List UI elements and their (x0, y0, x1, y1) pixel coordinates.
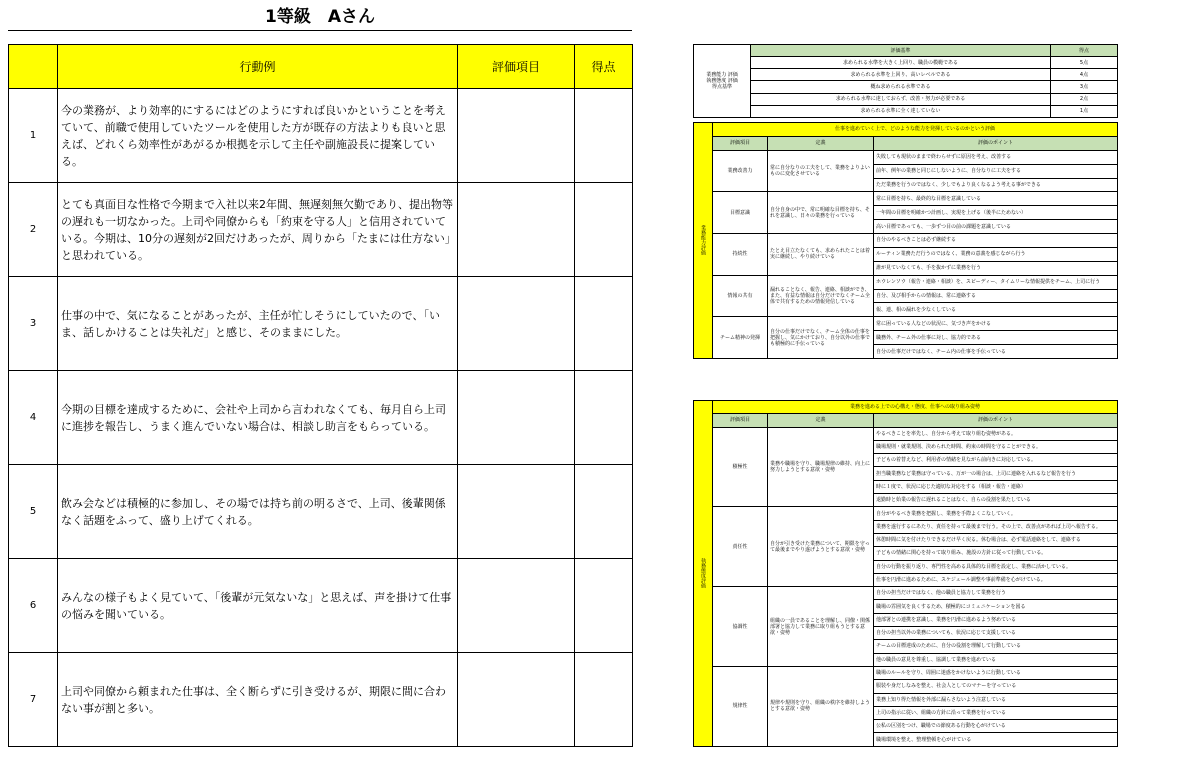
criteria-point: 自分の担当以外の業務についても、状況に応じて支援している (874, 627, 1118, 640)
performance-evaluation-table (693, 122, 1118, 359)
scale-criterion: 求められる水準に全く達していない (751, 105, 1051, 117)
behavior-text: 飲み会などは積極的に参加し、その場では持ち前の明るさで、上司、後輩関係なく話題をふって、盛り上げてくれる。 (58, 465, 458, 559)
criteria-point: 職場環境を整え、整理整頓を心がけている (874, 733, 1118, 747)
scale-points: 3点 (1051, 81, 1118, 93)
criteria-point: 職務外、チーム外の仕事に対し、協力的である (874, 331, 1118, 345)
criteria-definition: 漏れることなく、報告、連絡、相談ができ、また、有益な情報は自分だけでなくチーム全体で共有するための情報発信している (768, 275, 874, 317)
criteria-row (694, 192, 1118, 206)
criteria-point: 常に困っている人などの状況に、気づき声をかける (874, 317, 1118, 331)
scale-row (694, 105, 1118, 117)
criteria-row (694, 150, 1118, 164)
criteria-row (694, 666, 1118, 679)
scale-header-row (694, 45, 1118, 57)
criteria-definition: 自分自身の中で、常に明確な目標を持ち、それを意識し、日々の業務を行っている (768, 192, 874, 234)
scale-criterion: 求められる水準を上回り、高いレベルである (751, 69, 1051, 81)
row-number: 1 (9, 89, 58, 183)
criteria-point: 報、連、相の漏れを少なくしている (874, 303, 1118, 317)
attitude-evaluation-table (693, 400, 1118, 747)
evaluation-item-cell[interactable] (458, 183, 575, 277)
scale-points: 5点 (1051, 57, 1118, 69)
criteria-point: 他部署との連携を意識し、業務を円滑に進めるよう努めている (874, 613, 1118, 626)
attit-header-item: 評価項目 (713, 414, 768, 427)
header-evaluation-item: 評価項目 (458, 45, 575, 89)
criteria-row (694, 275, 1118, 289)
attit-title: 業務を進める上での心構え・態度、仕事への取り組み姿勢 (713, 401, 1118, 414)
attit-header-point: 評価のポイント (874, 414, 1118, 427)
criteria-point: チームの目標達成のために、自分の役割を理解して行動している (874, 640, 1118, 653)
criteria-point: 他の職員の意見を尊重し、協調して業務を進めている (874, 653, 1118, 666)
criteria-row (694, 427, 1118, 440)
scale-score-head: 得点 (1051, 45, 1118, 57)
criteria-point: ただ業務を行うのではなく、少しでもより良くなるよう考える事ができる (874, 178, 1118, 192)
row-number: 2 (9, 183, 58, 277)
table-row (9, 89, 633, 183)
criteria-row (694, 587, 1118, 600)
criteria-category: チーム精神の発揮 (713, 317, 768, 359)
perf-side-text: 業務能力評価 (700, 224, 706, 255)
row-number: 3 (9, 277, 58, 371)
scale-col-head: 評価基準 (751, 45, 1051, 57)
evaluation-item-cell[interactable] (458, 89, 575, 183)
criteria-row (694, 234, 1118, 248)
score-cell[interactable] (575, 559, 633, 653)
behavior-text: 今期の目標を達成するために、会社や上司から言われなくても、毎月自ら上司に進捗を報告し、うまく進んでいない場合は、相談し助言をもらっている。 (58, 371, 458, 465)
criteria-category: 積極性 (713, 427, 768, 507)
behavior-text: 今の業務が、より効率的にするにはどのようにすれば良いかということを考えていて、前職で使用していたツールを使用した方が既存の方法よりも良いと思えば、どれくら効率性があがるか根拠を示して主任や副施設長に提案している。 (58, 89, 458, 183)
attit-side-label (694, 401, 713, 747)
behavior-text: 上司や同僚から頼まれた仕事は、全く断らずに引き受けるが、期限に間に合わない事が割と多い。 (58, 653, 458, 747)
behavior-text: 仕事の中で、気になることがあったが、主任が忙しそうにしていたので、「いま、話しかけることは失礼だ」と感じ、そのままにした。 (58, 277, 458, 371)
perf-title-row (694, 123, 1118, 137)
criteria-point: 上司の指示に従い、組織の方針に沿って業務を行っている (874, 706, 1118, 719)
perf-header-item: 評価項目 (713, 136, 768, 150)
scale-row (694, 69, 1118, 81)
table-header (9, 45, 633, 89)
behavior-text: とても真面目な性格で今期まで入社以来2年間、無遅刻無欠勤であり、提出物等の遅れも一切なかった。上司や同僚からも「約束を守る人」と信用されていている。今期は、10分の遅刻が2回だけあったが、周りから「たまには仕方ない」と思われている。 (58, 183, 458, 277)
criteria-definition: 自分の仕事だけでなく、チーム全体の仕事を把握し、気にかけており、自分以外の仕事でも積極的に手伝っている (768, 317, 874, 359)
evaluation-item-cell[interactable] (458, 465, 575, 559)
criteria-definition: 規律や規則を守り、組織の秩序を維持しようとする意欲・姿勢 (768, 666, 874, 746)
row-number: 4 (9, 371, 58, 465)
criteria-point: 職場の雰囲気を良くするため、積極的にコミュニケーションを図る (874, 600, 1118, 613)
criteria-point: 退勤時と始業の報告に遅れることはなく、自らの役割を果たしている (874, 494, 1118, 507)
criteria-point: 仕事を円滑に進めるために、スケジュール調整や事前準備を心がけている。 (874, 573, 1118, 586)
table-row (9, 371, 633, 465)
row-number: 6 (9, 559, 58, 653)
scale-row (694, 81, 1118, 93)
score-cell[interactable] (575, 89, 633, 183)
scale-points: 2点 (1051, 93, 1118, 105)
evaluation-item-cell[interactable] (458, 277, 575, 371)
criteria-point: 公私の区別をつけ、職場での節度ある行動を心がけている (874, 720, 1118, 733)
scale-points: 4点 (1051, 69, 1118, 81)
criteria-definition: たとえ目立たなくても、求められたことは着実に継続し、やり続けている (768, 234, 874, 276)
criteria-definition: 業務や職場を守り、職場規律の維持、向上に努力しようとする意欲・姿勢 (768, 427, 874, 507)
scale-criterion: 概ね求められる水準である (751, 81, 1051, 93)
criteria-category: 持続性 (713, 234, 768, 276)
criteria-definition: 常に自分なりの工夫をして、業務をよりよいものに変化させている (768, 150, 874, 192)
score-cell[interactable] (575, 183, 633, 277)
scale-row (694, 93, 1118, 105)
header-score: 得点 (575, 45, 633, 89)
perf-title: 仕事を進めていく上で、どのような能力を発揮しているのかという評価 (713, 123, 1118, 137)
criteria-category: 規律性 (713, 666, 768, 746)
criteria-point: 常に目標を持ち、最終的な目標を意識している (874, 192, 1118, 206)
criteria-point: 自分の行動を振り返り、専門性を高める具体的な目標を設定し、業務に活かしている。 (874, 560, 1118, 573)
criteria-point: 休憩時間に気を付けたりできるだけ早く戻る。休む場合は、必ず電話連絡をして、連絡する (874, 533, 1118, 546)
criteria-point: 担当職業務など業務は守っている、万が一の場合は、上司に連絡を入れるなど報告を行う (874, 467, 1118, 480)
behavior-text: みんなの様子もよく見ていて、「後輩が元気ないな」と思えば、声を掛けて仕事の悩みを聞いている。 (58, 559, 458, 653)
criteria-category: 協調性 (713, 587, 768, 667)
criteria-row (694, 317, 1118, 331)
scoring-criteria-table (693, 44, 1118, 118)
evaluation-item-cell[interactable] (458, 653, 575, 747)
criteria-point: ホウレンソウ（報告・連絡・相談）を、スピーディー、タイムリーな情報提供をチーム、上司に行う (874, 275, 1118, 289)
criteria-point: 誰が見ていなくても、手を抜かずに業務を行う (874, 261, 1118, 275)
attit-title-row (694, 401, 1118, 414)
perf-header-row (694, 136, 1118, 150)
criteria-category: 業務改善力 (713, 150, 768, 192)
criteria-point: 業務上知り得た情報を外部に漏らさないよう注意している (874, 693, 1118, 706)
criteria-row (694, 507, 1118, 520)
page-title: 1等級 Aさん (8, 4, 632, 31)
criteria-point: 業務を遂行するにあたり、責任を持って最後まで行う。その上で、改善点があれば上司へ報告する。 (874, 520, 1118, 533)
attit-header-row (694, 414, 1118, 427)
row-number: 7 (9, 653, 58, 747)
perf-side-label (694, 123, 713, 359)
criteria-category: 目標意識 (713, 192, 768, 234)
table-row (9, 559, 633, 653)
attit-header-def: 定義 (768, 414, 874, 427)
criteria-point: 高い目標であっても、一歩ずつ目の前の課題を意識している (874, 220, 1118, 234)
criteria-point: 自分、及び相手からの情報は、常に連絡する (874, 289, 1118, 303)
table-row (9, 183, 633, 277)
criteria-point: 自分のやるべきことは必ず継続する (874, 234, 1118, 248)
scale-label: 業務能力 評価 執務態度 評価 得点基準 (694, 45, 751, 118)
criteria-point: 自分がやるべき業務を把握し、業務を手際よくこなしていく。 (874, 507, 1118, 520)
criteria-point: やるべきことを率先し、自分から考えて取り組む姿勢がある。 (874, 427, 1118, 440)
evaluation-item-cell[interactable] (458, 371, 575, 465)
criteria-point: 職場のルールを守り、周囲に迷惑をかけないように行動している (874, 666, 1118, 679)
header-behavior-example: 行動例 (58, 45, 458, 89)
criteria-point: 一年間の目標を明確かつ計画し、実現を上げる（後半にためない） (874, 206, 1118, 220)
evaluation-table (8, 44, 633, 747)
score-cell[interactable] (575, 277, 633, 371)
criteria-point: 職場規則・就業規則、決められた時間、約束の時間を守ることができる。 (874, 440, 1118, 453)
row-number: 5 (9, 465, 58, 559)
scale-points: 1点 (1051, 105, 1118, 117)
scale-row (694, 57, 1118, 69)
criteria-point: 自分の仕事だけではなく、チーム内の仕事を手伝っている (874, 345, 1118, 359)
criteria-point: ルーティン業務ただ行うのではなく、業務の意義を感じながら行う (874, 247, 1118, 261)
criteria-definition: 自分が引き受けた業務について、期限を守って最後までやり遂げようとする意欲・姿勢 (768, 507, 874, 587)
criteria-point: 子どもの着替えなど、利用者の情緒を見ながら前向きに対応している。 (874, 454, 1118, 467)
criteria-point: 時に１度で、状況に応じた適切な対応をする（相談・報告・連絡） (874, 480, 1118, 493)
score-cell[interactable] (575, 653, 633, 747)
perf-header-def: 定義 (768, 136, 874, 150)
table-row (9, 653, 633, 747)
score-cell[interactable] (575, 371, 633, 465)
criteria-category: 責任性 (713, 507, 768, 587)
table-row (9, 277, 633, 371)
perf-header-point: 評価のポイント (874, 136, 1118, 150)
table-row (9, 465, 633, 559)
scale-criterion: 求められる水準に達しておらず、改善・努力が必要である (751, 93, 1051, 105)
criteria-point: 前年、例年の業務と同じにしないように、自分なりに工夫をする (874, 164, 1118, 178)
criteria-point: 服装や身だしなみを整え、社会人としてのマナーを守っている (874, 680, 1118, 693)
attit-side-text: 執務態度評価 (700, 557, 706, 588)
criteria-point: 自分の担当だけではなく、他の職員と協力して業務を行う (874, 587, 1118, 600)
score-cell[interactable] (575, 465, 633, 559)
criteria-point: 失敗しても現状のままで終わらせずに原因を考え、改善する (874, 150, 1118, 164)
criteria-category: 情報の共有 (713, 275, 768, 317)
criteria-point: 子どもの情緒に関心を持って取り組み、施設の方針に従って行動している。 (874, 547, 1118, 560)
scale-criterion: 求められる水準を大きく上回り、職員の模範である (751, 57, 1051, 69)
criteria-definition: 組織の一員であることを理解し、同僚・関係部署と協力して業務に取り組もうとする意欲・姿勢 (768, 587, 874, 667)
header-num (9, 45, 58, 89)
evaluation-item-cell[interactable] (458, 559, 575, 653)
